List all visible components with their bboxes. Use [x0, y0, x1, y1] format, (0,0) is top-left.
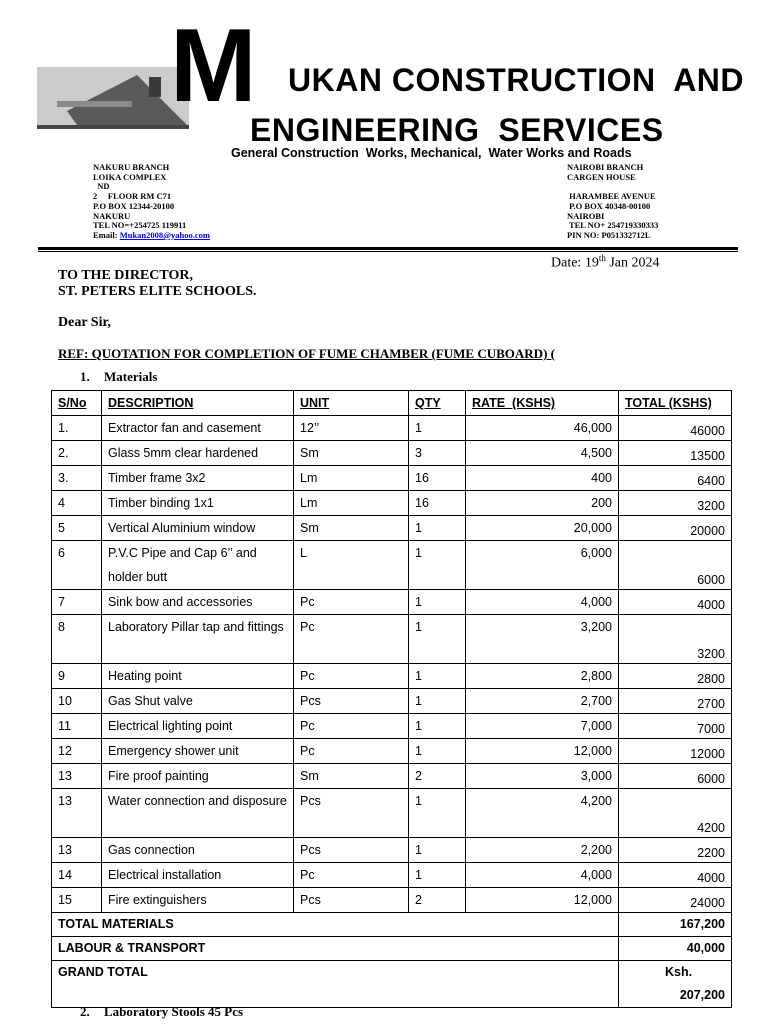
- grand-total-row: [52, 961, 732, 1008]
- cell-rate: 12,000: [466, 888, 619, 913]
- cell-sno: 9: [52, 664, 102, 689]
- section-title: Laboratory Stools 45 Pcs: [104, 1004, 244, 1019]
- total-materials-row: [52, 913, 732, 937]
- grand-total-value: 207,200: [679, 988, 725, 1002]
- cell-unit: Pcs: [294, 789, 409, 838]
- cell-sno: 5: [52, 516, 102, 541]
- labour-row: [52, 937, 732, 961]
- cell-rate: 4,500: [466, 441, 619, 466]
- nairobi-line: NAIROBI BRANCH: [567, 162, 644, 172]
- cell-rate: 2,700: [466, 689, 619, 714]
- cell-description: Timber frame 3x2: [102, 466, 294, 491]
- date-suffix-sup: th: [598, 253, 606, 263]
- col-header-total: TOTAL (KSHS): [619, 391, 732, 416]
- email-label: Email:: [93, 229, 118, 240]
- cell-description: Emergency shower unit: [102, 739, 294, 764]
- table-row: [52, 714, 732, 739]
- cell-sno: 11: [52, 714, 102, 739]
- cell-rate: 46,000: [466, 416, 619, 441]
- company-logo-image: [37, 67, 189, 129]
- nairobi-line: HARAMBEE AVENUE: [567, 191, 656, 202]
- nairobi-line: CARGEN HOUSE: [567, 171, 636, 182]
- cell-total: 20000: [619, 516, 732, 541]
- cell-qty: 2: [409, 888, 466, 913]
- cell-total: 6000: [619, 541, 732, 590]
- building-roof-icon: [37, 67, 189, 129]
- cell-qty: 1: [409, 739, 466, 764]
- nairobi-line: TEL NO+ 254719330333: [567, 220, 659, 231]
- cell-unit: Pc: [294, 664, 409, 689]
- cell-rate: 4,200: [466, 789, 619, 838]
- nakuru-line: 2 FLOOR RM C71: [93, 191, 172, 202]
- cell-rate: 2,200: [466, 838, 619, 863]
- cell-unit: Sm: [294, 516, 409, 541]
- cell-description: Laboratory Pillar tap and fittings: [102, 615, 294, 664]
- cell-description: Sink bow and accessories: [102, 590, 294, 615]
- cell-total: 6000: [619, 764, 732, 789]
- logo-letter: M: [170, 8, 253, 124]
- cell-qty: 1: [409, 615, 466, 664]
- cell-qty: 1: [409, 863, 466, 888]
- cell-total: 2200: [619, 838, 732, 863]
- cell-sno: 13: [52, 838, 102, 863]
- cell-unit: Pc: [294, 714, 409, 739]
- cell-total: 3200: [619, 491, 732, 516]
- cell-total: 3200: [619, 615, 732, 664]
- cell-description: Water connection and disposure: [102, 789, 294, 838]
- nakuru-line: ND: [93, 181, 110, 192]
- cell-rate: 200: [466, 491, 619, 516]
- header-divider-thin: [38, 251, 738, 252]
- cell-sno: 1.: [52, 416, 102, 441]
- grand-total-cell: [619, 961, 732, 1008]
- cell-total: 2800: [619, 664, 732, 689]
- cell-unit: Lm: [294, 491, 409, 516]
- section-number: 1.: [80, 369, 90, 384]
- nakuru-line: TEL NO=+254725 119911: [93, 220, 187, 231]
- table-row: [52, 541, 732, 590]
- cell-rate: 7,000: [466, 714, 619, 739]
- cell-sno: 3.: [52, 466, 102, 491]
- cell-rate: 6,000: [466, 541, 619, 590]
- cell-qty: 1: [409, 714, 466, 739]
- cell-unit: Pcs: [294, 888, 409, 913]
- addressee-org: ST. PETERS ELITE SCHOOLS.: [58, 284, 257, 299]
- total-materials-label: TOTAL MATERIALS: [52, 913, 619, 937]
- cell-unit: L: [294, 541, 409, 590]
- nakuru-line: P.O BOX 12344-20100: [93, 200, 175, 211]
- col-header-description: DESCRIPTION: [102, 391, 294, 416]
- cell-rate: 20,000: [466, 516, 619, 541]
- col-header-unit: UNIT: [294, 391, 409, 416]
- date-month-year: Jan 2024: [605, 255, 660, 271]
- cell-description: Heating point: [102, 664, 294, 689]
- table-row: [52, 615, 732, 664]
- cell-rate: 4,000: [466, 863, 619, 888]
- cell-unit: Pcs: [294, 838, 409, 863]
- table-row: [52, 764, 732, 789]
- nairobi-line: PIN NO: P051332712L: [567, 229, 651, 240]
- table-row: [52, 789, 732, 838]
- section-heading-stools: [80, 1004, 243, 1020]
- cell-qty: 1: [409, 590, 466, 615]
- table-row: [52, 441, 732, 466]
- table-row: [52, 863, 732, 888]
- nairobi-line: P.O BOX 40348-00100: [567, 200, 651, 211]
- quotation-table: [51, 390, 732, 1008]
- cell-rate: 2,800: [466, 664, 619, 689]
- cell-qty: 2: [409, 764, 466, 789]
- cell-description: Glass 5mm clear hardened: [102, 441, 294, 466]
- cell-unit: Lm: [294, 466, 409, 491]
- cell-qty: 1: [409, 789, 466, 838]
- nakuru-line: LOIKA COMPLEX: [93, 171, 167, 182]
- cell-qty: 1: [409, 516, 466, 541]
- col-header-rate: RATE (KSHS): [466, 391, 619, 416]
- section-title: Materials: [104, 369, 158, 384]
- section-number: 2.: [80, 1004, 90, 1019]
- cell-total: 12000: [619, 739, 732, 764]
- reference-line: REF: QUOTATION FOR COMPLETION OF FUME CHAMBER (FUME CUBOARD) (: [58, 346, 555, 361]
- cell-qty: 1: [409, 416, 466, 441]
- cell-unit: 12’’: [294, 416, 409, 441]
- letter-date: [551, 253, 660, 272]
- nakuru-email-row: [93, 231, 210, 241]
- email-link[interactable]: Mukan2008@yahoo.com: [119, 229, 211, 240]
- company-name-line1: UKAN CONSTRUCTION AND: [288, 62, 745, 98]
- cell-sno: 7: [52, 590, 102, 615]
- cell-qty: 16: [409, 466, 466, 491]
- cell-total: 46000: [619, 416, 732, 441]
- labour-label: LABOUR & TRANSPORT: [52, 937, 619, 961]
- table-row: [52, 888, 732, 913]
- cell-unit: Pcs: [294, 689, 409, 714]
- cell-description: Gas Shut valve: [102, 689, 294, 714]
- cell-qty: 1: [409, 541, 466, 590]
- table-row: [52, 838, 732, 863]
- cell-description: Fire extinguishers: [102, 888, 294, 913]
- cell-description: Gas connection: [102, 838, 294, 863]
- salutation: Dear Sir,: [58, 315, 111, 330]
- section-heading-materials: [80, 369, 157, 385]
- cell-sno: 12: [52, 739, 102, 764]
- cell-rate: 400: [466, 466, 619, 491]
- nakuru-branch-address: [93, 163, 210, 241]
- table-row: [52, 590, 732, 615]
- addressee-title: TO THE DIRECTOR,: [58, 268, 193, 283]
- date-day: Date: 19: [551, 255, 599, 271]
- cell-sno: 2.: [52, 441, 102, 466]
- table-row: [52, 416, 732, 441]
- cell-total: 2700: [619, 689, 732, 714]
- cell-sno: 10: [52, 689, 102, 714]
- grand-total-label: GRAND TOTAL: [52, 961, 619, 1008]
- cell-unit: Sm: [294, 764, 409, 789]
- cell-sno: 15: [52, 888, 102, 913]
- company-name-line2: ENGINEERING SERVICES: [250, 112, 664, 148]
- table-row: [52, 689, 732, 714]
- cell-unit: Pc: [294, 590, 409, 615]
- cell-sno: 13: [52, 764, 102, 789]
- cell-sno: 6: [52, 541, 102, 590]
- cell-rate: 4,000: [466, 590, 619, 615]
- cell-total: 13500: [619, 441, 732, 466]
- cell-sno: 13: [52, 789, 102, 838]
- cell-qty: 16: [409, 491, 466, 516]
- cell-qty: 1: [409, 664, 466, 689]
- labour-value: 40,000: [619, 937, 732, 961]
- cell-total: 6400: [619, 466, 732, 491]
- cell-description: Electrical installation: [102, 863, 294, 888]
- total-materials-value: 167,200: [619, 913, 732, 937]
- table-header-row: [52, 391, 732, 416]
- cell-description: Timber binding 1x1: [102, 491, 294, 516]
- company-tagline: General Construction Works, Mechanical, Water Works and Roads: [231, 146, 632, 160]
- table-row: [52, 739, 732, 764]
- cell-description: Extractor fan and casement: [102, 416, 294, 441]
- table-body: [52, 416, 732, 913]
- cell-total: 4000: [619, 590, 732, 615]
- cell-sno: 14: [52, 863, 102, 888]
- table-row: [52, 491, 732, 516]
- cell-unit: Pc: [294, 863, 409, 888]
- header-divider: [38, 247, 738, 250]
- cell-unit: Pc: [294, 739, 409, 764]
- cell-description: Fire proof painting: [102, 764, 294, 789]
- cell-description: P.V.C Pipe and Cap 6’’ and holder butt: [102, 541, 294, 590]
- cell-unit: Pc: [294, 615, 409, 664]
- cell-sno: 4: [52, 491, 102, 516]
- cell-total: 4200: [619, 789, 732, 838]
- cell-rate: 3,200: [466, 615, 619, 664]
- grand-total-currency: Ksh.: [665, 965, 693, 979]
- col-header-qty: QTY: [409, 391, 466, 416]
- cell-total: 24000: [619, 888, 732, 913]
- cell-qty: 1: [409, 689, 466, 714]
- cell-description: Electrical lighting point: [102, 714, 294, 739]
- cell-total: 4000: [619, 863, 732, 888]
- cell-total: 7000: [619, 714, 732, 739]
- cell-sno: 8: [52, 615, 102, 664]
- table-row: [52, 664, 732, 689]
- cell-description: Vertical Aluminium window: [102, 516, 294, 541]
- nakuru-line: NAKURU BRANCH: [93, 162, 170, 172]
- cell-qty: 3: [409, 441, 466, 466]
- nairobi-line: NAIROBI: [567, 210, 605, 221]
- nairobi-branch-address: [567, 163, 658, 241]
- col-header-sno: S/No: [52, 391, 102, 416]
- cell-unit: Sm: [294, 441, 409, 466]
- table-row: [52, 516, 732, 541]
- cell-rate: 12,000: [466, 739, 619, 764]
- cell-qty: 1: [409, 838, 466, 863]
- cell-rate: 3,000: [466, 764, 619, 789]
- table-row: [52, 466, 732, 491]
- nakuru-line: NAKURU: [93, 210, 131, 221]
